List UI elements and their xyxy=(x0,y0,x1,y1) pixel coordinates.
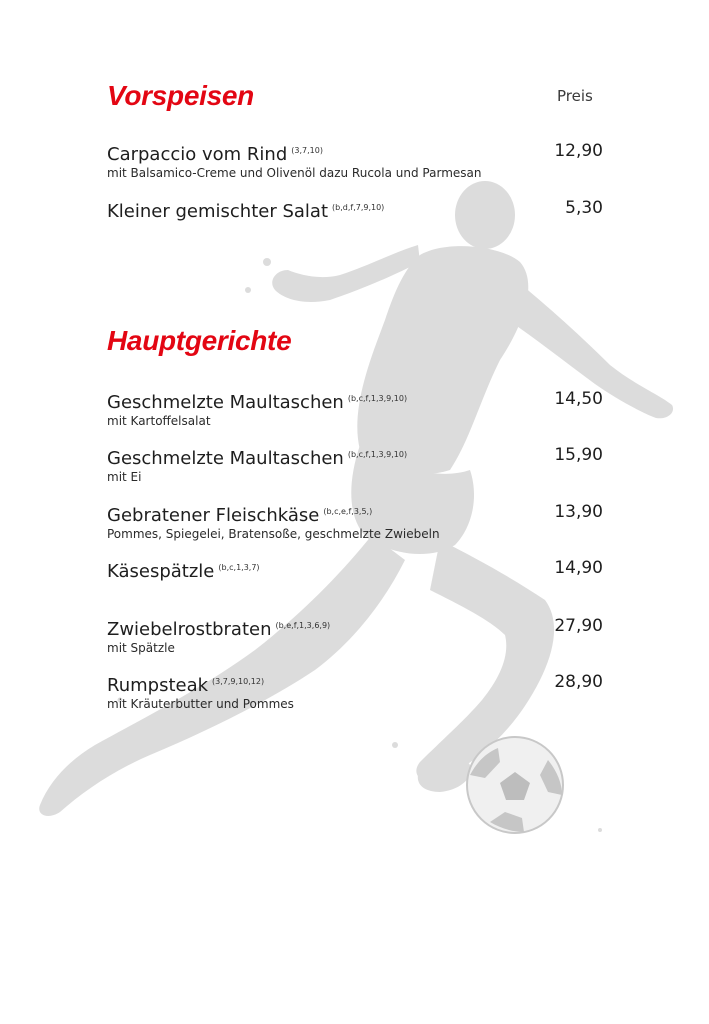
item-name: Kleiner gemischter Salat xyxy=(107,201,329,222)
menu-item xyxy=(107,501,603,542)
item-description: mit Kartoffelsalat xyxy=(107,414,211,428)
menu-item xyxy=(107,140,603,181)
item-allergens: (b,c,f,1,3,9,10) xyxy=(347,394,408,403)
item-name: Rumpsteak xyxy=(107,675,209,696)
item-price: 14,90 xyxy=(554,558,603,578)
item-price: 13,90 xyxy=(554,502,603,522)
item-allergens: (3,7,9,10,12) xyxy=(212,677,265,686)
item-price: 28,90 xyxy=(554,672,603,692)
item-allergens: (b,c,1,3,7) xyxy=(218,563,260,572)
item-price: 5,30 xyxy=(565,198,603,218)
item-description: mit Kräuterbutter und Pommes xyxy=(107,697,294,711)
item-name: Zwiebelrostbraten xyxy=(107,619,272,640)
item-description: mit Spätzle xyxy=(107,641,175,655)
menu-item xyxy=(107,388,603,429)
price-column-label: Preis xyxy=(557,87,593,105)
item-name: Geschmelzte Maultaschen xyxy=(107,448,344,469)
item-description: Pommes, Spiegelei, Bratensoße, geschmelzte Zwiebeln xyxy=(107,527,440,541)
item-name: Gebratener Fleischkäse xyxy=(107,505,320,526)
item-name: Carpaccio vom Rind xyxy=(107,144,288,165)
menu-item xyxy=(107,671,603,712)
item-price: 12,90 xyxy=(554,141,603,161)
menu-item xyxy=(107,444,603,485)
menu-item xyxy=(107,557,603,583)
item-price: 15,90 xyxy=(554,445,603,465)
item-description: mit Ei xyxy=(107,470,142,484)
item-name: Geschmelzte Maultaschen xyxy=(107,392,344,413)
item-allergens: (3,7,10) xyxy=(291,146,323,155)
menu-item xyxy=(107,197,603,223)
item-description: mit Balsamico-Creme und Olivenöl dazu Rucola und Parmesan xyxy=(107,166,482,180)
menu-item xyxy=(107,615,603,656)
item-allergens: (b,e,f,1,3,6,9) xyxy=(275,621,331,630)
item-allergens: (b,c,e,f,3,5,) xyxy=(323,507,373,516)
item-name: Käsespätzle xyxy=(107,561,215,582)
section-title-vorspeisen: Vorspeisen xyxy=(107,80,254,111)
item-allergens: (b,d,f,7,9,10) xyxy=(332,203,385,212)
item-price: 27,90 xyxy=(554,616,603,636)
item-allergens: (b,c,f,1,3,9,10) xyxy=(347,450,408,459)
item-price: 14,50 xyxy=(554,389,603,409)
section-title-hauptgerichte: Hauptgerichte xyxy=(107,325,292,356)
